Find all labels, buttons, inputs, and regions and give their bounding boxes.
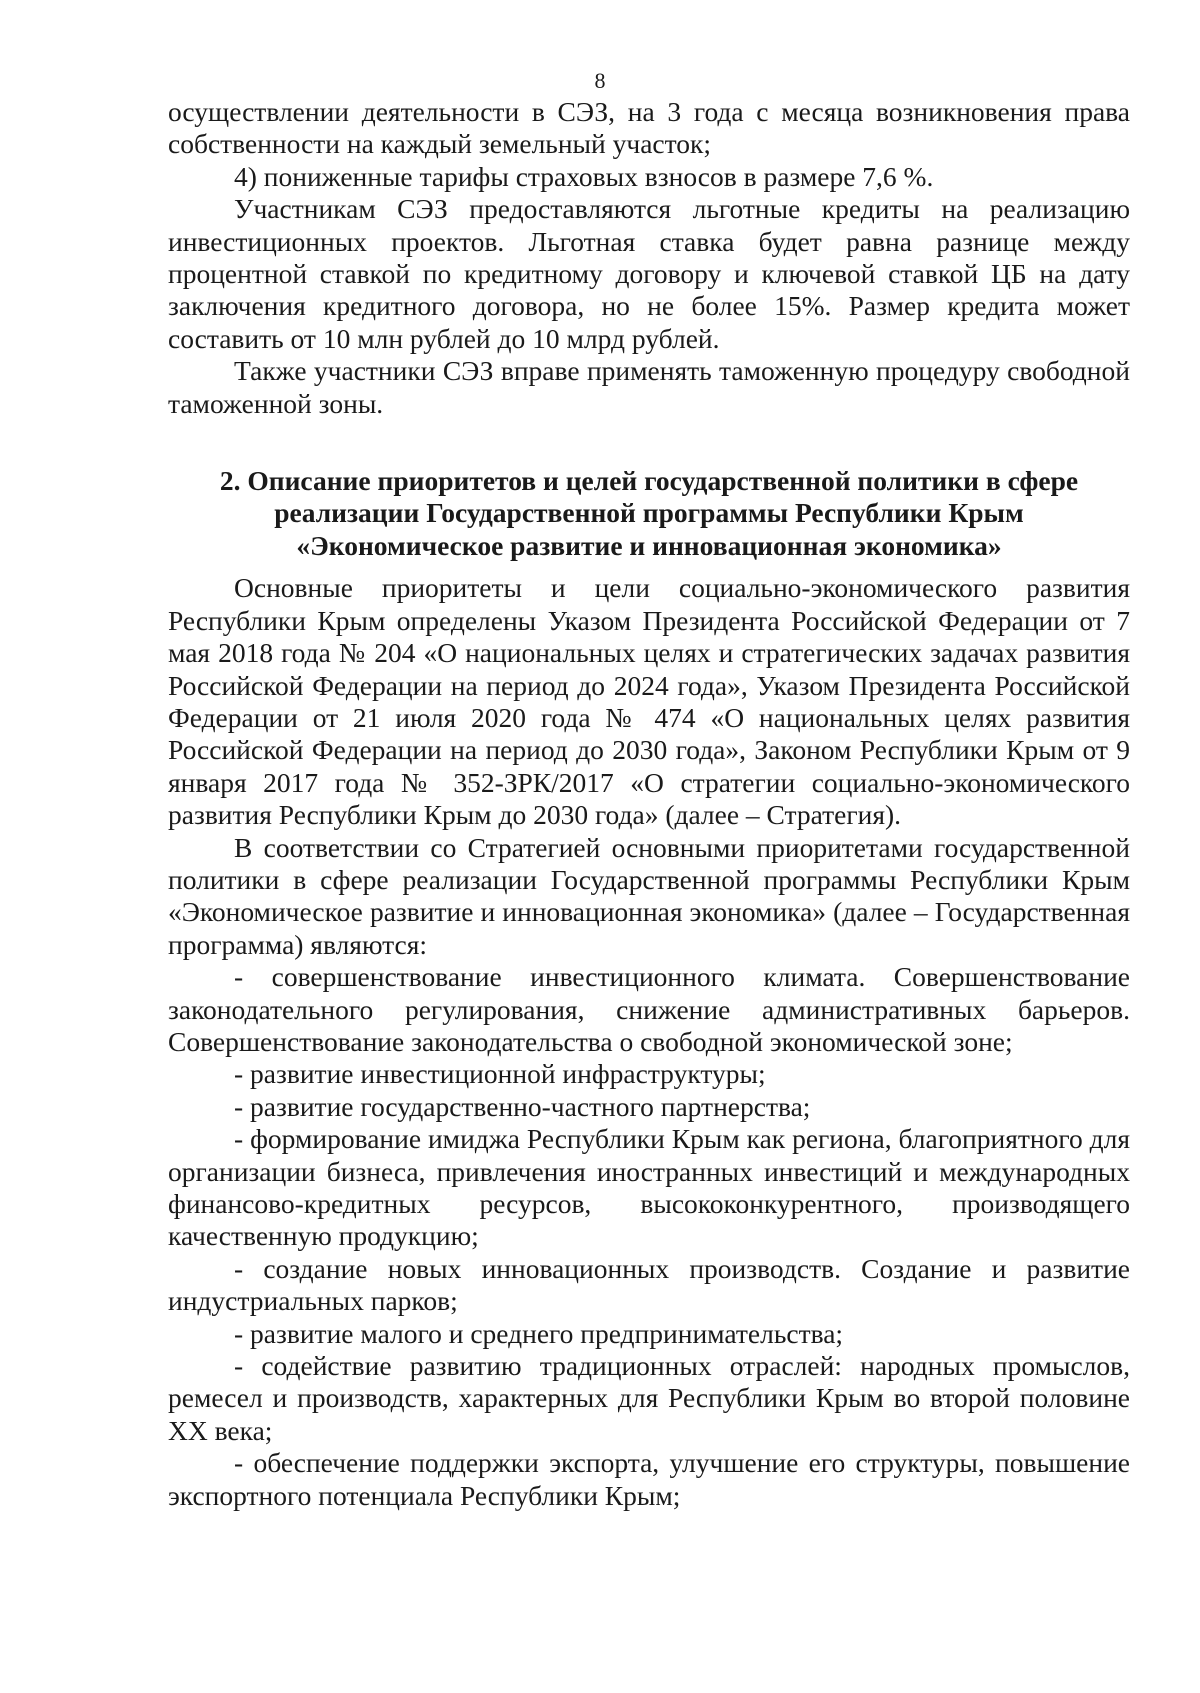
heading-gap bbox=[168, 562, 1130, 572]
page-content bbox=[168, 96, 1130, 1512]
section-2-heading-line-1: 2. Описание приоритетов и целей государственной политики в сфере bbox=[219, 465, 1079, 497]
priorities-lead-paragraph: В соответствии со Стратегией основными приоритетами государственной политики в сфере реализации Государственной программы Республики Крым «Экономическое развитие и инновационная экономика» (далее – Государственная программа) являются: bbox=[168, 831, 1130, 960]
section-2-heading-line-2: реализации Государственной программы Республики Крым bbox=[274, 497, 1024, 529]
list-item-4: 4) пониженные тарифы страховых взносов в размере 7,6 %. bbox=[234, 160, 934, 192]
priority-item: - обеспечение поддержки экспорта, улучшение его структуры, повышение экспортного потенциала Республики Крым; bbox=[168, 1447, 1130, 1511]
priorities-list bbox=[168, 961, 1130, 1512]
intro-paragraph: Основные приоритеты и цели социально-экономического развития Республики Крым определены Указом Президента Российской Федерации от 7 мая 2018 года № 204 «О национальных целях и стратегических задачах развития Российской Федерации на период до 2024 года», Указом Президента Российской Федерации от 21 июля 2020 года № 474 «О национальных целях развития Российской Федерации на период до 2030 года», Законом Республики Крым от 9 января 2017 года № 352-ЗРК/2017 «О стратегии социально-экономического развития Республики Крым до 2030 года» (далее – Стратегия). bbox=[168, 572, 1130, 831]
section-spacer bbox=[168, 420, 1130, 465]
continuation-paragraph: осуществлении деятельности в СЭЗ, на 3 года с месяца возникновения права собственности на каждый земельный участок; bbox=[168, 96, 1130, 160]
credits-paragraph: Участникам СЭЗ предоставляются льготные кредиты на реализацию инвестиционных проектов. Льготная ставка будет равна разнице между процентной ставкой по кредитному договору и ключевой ставкой ЦБ на дату заключения кредитного договора, но не более 15%. Размер кредита может составить от 10 млн рублей до 10 млрд рублей. bbox=[168, 193, 1130, 354]
priority-item: - содействие развитию традиционных отраслей: народных промыслов, ремесел и производств, характерных для Республики Крым во второй половине XX века; bbox=[168, 1350, 1130, 1446]
priority-item: - развитие инвестиционной инфраструктуры; bbox=[234, 1058, 766, 1090]
section-2-heading bbox=[168, 465, 1130, 562]
section-2-heading-line-3: «Экономическое развитие и инновационная экономика» bbox=[296, 529, 1002, 561]
customs-paragraph: Также участники СЭЗ вправе применять таможенную процедуру свободной таможенной зоны. bbox=[168, 355, 1130, 419]
priority-item: - формирование имиджа Республики Крым как региона, благоприятного для организации бизнеса, привлечения иностранных инвестиций и международных финансово-кредитных ресурсов, высококонкурентного, производящего качественную продукцию; bbox=[168, 1123, 1130, 1252]
priority-item: - развитие малого и среднего предпринимательства; bbox=[234, 1317, 844, 1349]
priority-item: - совершенствование инвестиционного климата. Совершенствование законодательного регулирования, снижение административных барьеров. Совершенствование законодательства о свободной экономической зоне; bbox=[168, 961, 1130, 1057]
page-number: 8 bbox=[594, 68, 606, 93]
priority-item: - развитие государственно-частного партнерства; bbox=[234, 1090, 811, 1122]
priority-item: - создание новых инновационных производств. Создание и развитие индустриальных парков; bbox=[168, 1252, 1130, 1317]
